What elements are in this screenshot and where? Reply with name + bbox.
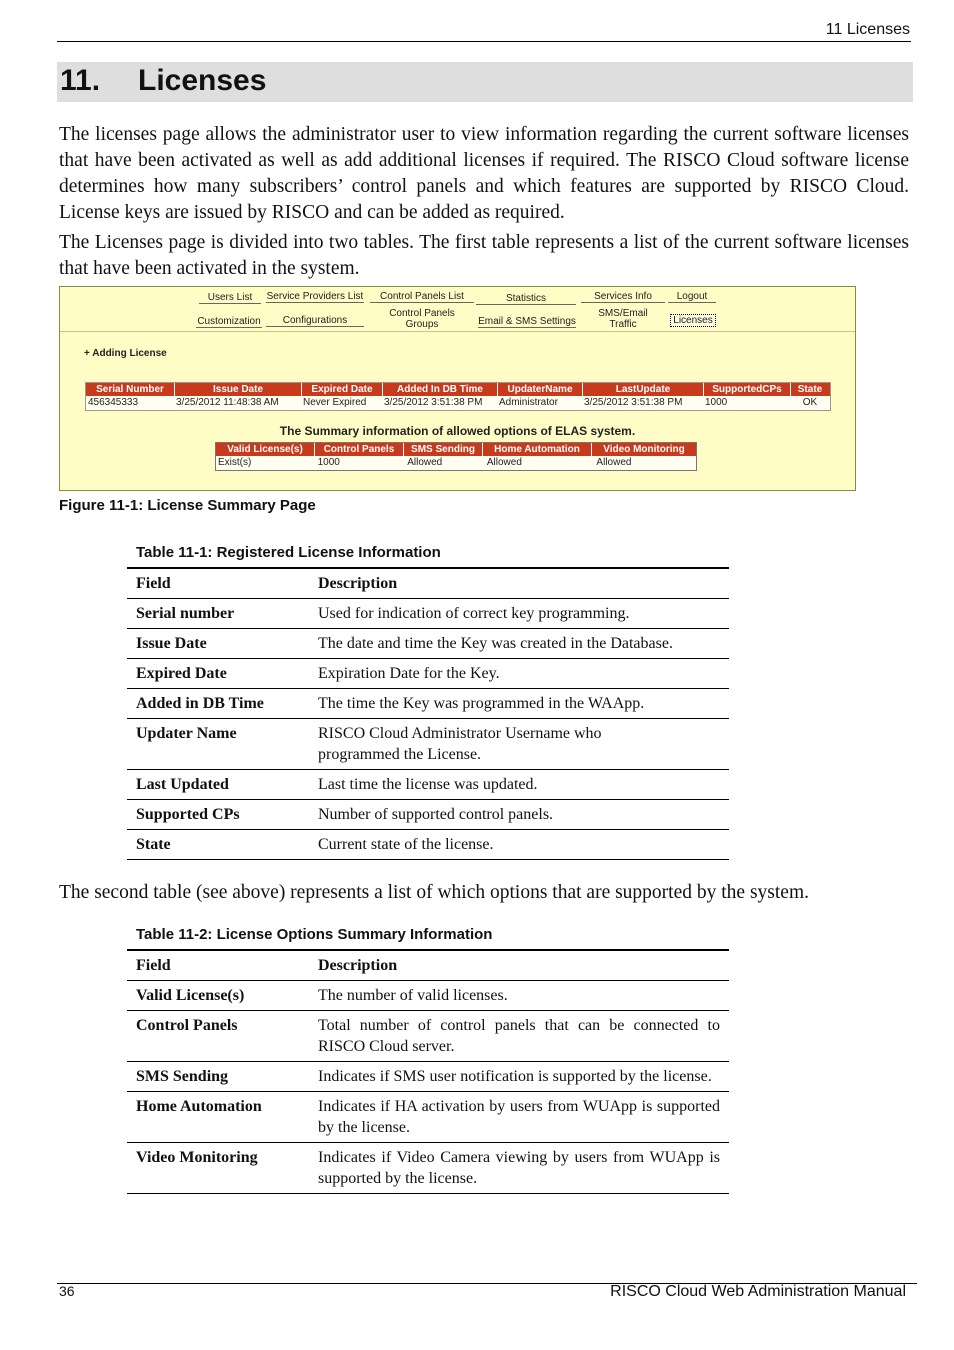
chapter-title bbox=[60, 64, 266, 98]
options-table-header bbox=[216, 443, 696, 456]
field-cell: Valid License(s) bbox=[127, 981, 309, 1011]
cell-state: OK bbox=[802, 397, 818, 408]
table-row bbox=[127, 981, 729, 1011]
cell-home-automation: Allowed bbox=[486, 457, 522, 468]
col-last-update: LastUpdate bbox=[583, 383, 704, 396]
table1-caption: Table 11-1: Registered License Information bbox=[136, 544, 441, 561]
page-number: 36 bbox=[59, 1283, 75, 1299]
description-cell: Indicates if Video Camera viewing by users from WUApp is supported by the license. bbox=[309, 1143, 729, 1194]
manual-name: RISCO Cloud Web Administration Manual bbox=[610, 1283, 906, 1300]
license-table bbox=[85, 382, 831, 411]
field-cell: Last Updated bbox=[127, 770, 309, 800]
table-row bbox=[127, 659, 729, 689]
license-table-header bbox=[86, 383, 830, 396]
description-cell: The number of valid licenses. bbox=[309, 981, 729, 1011]
col-video-monitoring: Video Monitoring bbox=[603, 444, 685, 455]
cell-issue-date: 3/25/2012 11:48:38 AM bbox=[176, 397, 279, 408]
description-cell: Indicates if HA activation by users from WUApp is supported by the license. bbox=[309, 1092, 729, 1143]
col-home-automation: Home Automation bbox=[483, 443, 592, 456]
description-cell: Last time the license was updated. bbox=[309, 770, 729, 800]
chapter-number: 11. bbox=[60, 64, 101, 97]
cell-updater-name: Administrator bbox=[499, 397, 558, 408]
table-row bbox=[127, 719, 729, 770]
license-summary-screenshot bbox=[59, 286, 856, 491]
cell-serial-number: 456345333 bbox=[88, 397, 139, 408]
options-paragraph: The second table (see above) represents a list of which options that are supported by the system. bbox=[59, 882, 809, 903]
cell-last-update: 3/25/2012 3:51:38 PM bbox=[584, 397, 683, 408]
description-cell: The time the Key was programmed in the WAApp. bbox=[309, 689, 729, 719]
field-cell: Supported CPs bbox=[127, 800, 309, 830]
intro-paragraph: The licenses page allows the administrator user to view information regarding the current software licenses that have been activated as well as add additional licenses if required. The RISCO Cloud software license determines how many subscribers’ control panels and which features are supported by RISCO Cloud. License keys are issued by RISCO and can be added as required. bbox=[59, 124, 909, 223]
registered-license-table bbox=[127, 567, 729, 860]
table-row bbox=[127, 1062, 729, 1092]
running-head: 11 Licenses bbox=[825, 21, 910, 38]
table-row bbox=[127, 830, 729, 860]
table-row bbox=[127, 1011, 729, 1062]
field-cell: SMS Sending bbox=[127, 1062, 309, 1092]
field-cell: Serial number bbox=[127, 599, 309, 629]
nav-statistics[interactable]: Statistics bbox=[476, 293, 576, 305]
header-field: Field bbox=[127, 568, 309, 599]
table-row bbox=[127, 599, 729, 629]
table-row bbox=[86, 396, 830, 410]
adding-license-link[interactable]: + Adding License bbox=[84, 348, 167, 359]
col-supported-cps: SupportedCPs bbox=[704, 383, 791, 396]
cell-control-panels: 1000 bbox=[317, 457, 340, 468]
nav-configurations[interactable]: Configurations bbox=[266, 315, 364, 327]
description-cell: Current state of the license. bbox=[309, 830, 729, 860]
nav-licenses[interactable]: Licenses bbox=[670, 314, 716, 327]
header-description: Description bbox=[309, 950, 729, 981]
nav-sms-email-traffic[interactable]: SMS/Email Traffic bbox=[598, 308, 648, 330]
summary-title: The Summary information of allowed options of ELAS system. bbox=[279, 424, 636, 438]
nav-service-providers-list[interactable]: Service Providers List bbox=[266, 291, 364, 302]
table2-caption: Table 11-2: License Options Summary Information bbox=[136, 926, 493, 943]
nav-customization[interactable]: Customization bbox=[197, 316, 261, 327]
table-row bbox=[127, 629, 729, 659]
field-cell: State bbox=[127, 830, 309, 860]
col-valid-licenses: Valid License(s) bbox=[216, 443, 315, 456]
description-cell: Indicates if SMS user notification is supported by the license. bbox=[309, 1062, 729, 1092]
tables-paragraph: The Licenses page is divided into two tables. The first table represents a list of the current software licenses that have been activated in the system. bbox=[59, 232, 909, 279]
cell-video-monitoring: Allowed bbox=[596, 457, 632, 468]
table-row bbox=[127, 1092, 729, 1143]
cell-sms-sending: Allowed bbox=[407, 457, 443, 468]
chapter-name: Licenses bbox=[138, 64, 267, 97]
table-row bbox=[127, 800, 729, 830]
nav-logout[interactable]: Logout bbox=[668, 291, 716, 303]
col-state: State bbox=[797, 384, 823, 395]
header-description: Description bbox=[309, 568, 729, 599]
header-field: Field bbox=[127, 950, 309, 981]
cell-supported-cps: 1000 bbox=[705, 397, 728, 408]
description-cell: Expiration Date for the Key. bbox=[309, 659, 729, 689]
nav-services-info[interactable]: Services Info bbox=[581, 291, 665, 303]
description-cell: RISCO Cloud Administrator Username who programmed the License. bbox=[309, 719, 729, 770]
col-issue-date: Issue Date bbox=[175, 383, 302, 396]
nav-users-list[interactable]: Users List bbox=[199, 292, 261, 304]
col-sms-sending: SMS Sending bbox=[404, 443, 483, 456]
col-expired-date: Expired Date bbox=[302, 383, 383, 396]
description-cell: The date and time the Key was created in the Database. bbox=[309, 629, 729, 659]
nav-separator bbox=[60, 331, 855, 332]
field-cell: Expired Date bbox=[127, 659, 309, 689]
col-serial-number: Serial Number bbox=[86, 383, 175, 396]
license-options-table bbox=[127, 949, 729, 1194]
cell-added-in-db-time: 3/25/2012 3:51:38 PM bbox=[384, 397, 483, 408]
header-rule bbox=[57, 41, 911, 42]
nav-email-sms-settings[interactable]: Email & SMS Settings bbox=[478, 316, 576, 327]
table-row bbox=[216, 456, 696, 470]
nav-control-panels-groups[interactable]: Control Panels Groups bbox=[389, 308, 455, 330]
field-cell: Issue Date bbox=[127, 629, 309, 659]
cell-expired-date: Never Expired bbox=[303, 397, 367, 408]
col-control-panels: Control Panels bbox=[315, 443, 404, 456]
field-cell: Added in DB Time bbox=[127, 689, 309, 719]
description-cell: Number of supported control panels. bbox=[309, 800, 729, 830]
col-added-in-db-time: Added In DB Time bbox=[383, 383, 498, 396]
nav-control-panels-list[interactable]: Control Panels List bbox=[370, 291, 474, 303]
table-row bbox=[127, 1143, 729, 1194]
col-updater-name: UpdaterName bbox=[498, 383, 583, 396]
field-cell: Updater Name bbox=[127, 719, 309, 770]
options-table bbox=[215, 442, 697, 471]
field-cell: Control Panels bbox=[127, 1011, 309, 1062]
cell-valid-licenses: Exist(s) bbox=[218, 457, 252, 468]
table-row bbox=[127, 770, 729, 800]
table-row bbox=[127, 689, 729, 719]
description-cell: Total number of control panels that can be connected to RISCO Cloud server. bbox=[309, 1011, 729, 1062]
figure-caption: Figure 11-1: License Summary Page bbox=[59, 497, 316, 514]
table-header-row bbox=[127, 568, 729, 599]
table-header-row bbox=[127, 950, 729, 981]
field-cell: Home Automation bbox=[127, 1092, 309, 1143]
field-cell: Video Monitoring bbox=[127, 1143, 309, 1194]
description-cell: Used for indication of correct key programming. bbox=[309, 599, 729, 629]
